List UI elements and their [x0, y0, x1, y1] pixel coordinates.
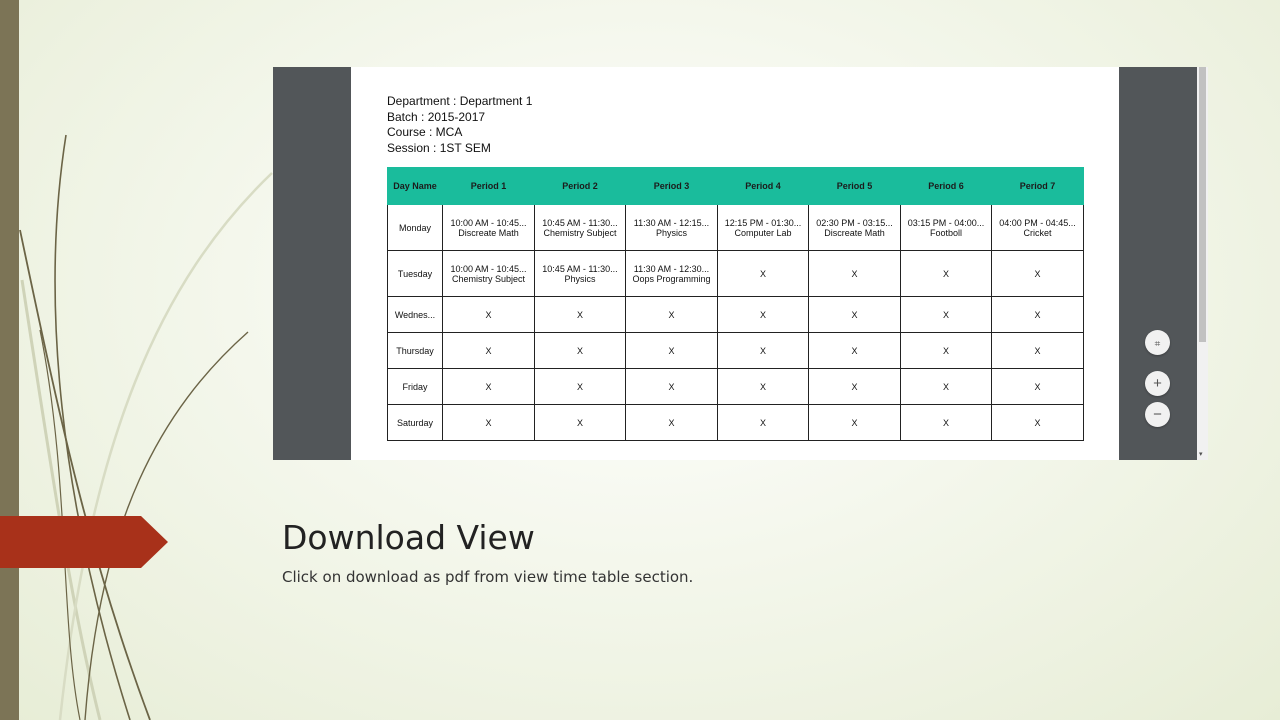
period-cell: X — [809, 405, 901, 441]
period-time: 10:00 AM - 10:45... — [450, 217, 527, 228]
period-cell — [535, 205, 626, 251]
period-cell — [901, 205, 992, 251]
period-cell: X — [626, 333, 718, 369]
meta-course: Course : MCA — [387, 125, 463, 139]
period-time: 10:00 AM - 10:45... — [450, 263, 527, 274]
day-name-cell: Tuesday — [388, 251, 443, 297]
header-period: Period 6 — [901, 168, 992, 205]
period-time: 02:30 PM - 03:15... — [816, 217, 893, 228]
period-cell: X — [535, 297, 626, 333]
period-cell — [443, 205, 535, 251]
header-period: Period 5 — [809, 168, 901, 205]
period-cell: X — [901, 405, 992, 441]
zoom-out-button[interactable] — [1145, 402, 1170, 427]
period-cell: X — [992, 251, 1084, 297]
table-row — [388, 205, 1084, 251]
day-name-cell: Friday — [388, 369, 443, 405]
period-time: 11:30 AM - 12:30... — [633, 263, 710, 274]
pdf-page — [351, 67, 1119, 460]
period-cell: X — [443, 333, 535, 369]
header-day-name: Day Name — [388, 168, 443, 205]
period-cell — [626, 205, 718, 251]
period-cell: X — [535, 369, 626, 405]
table-row — [388, 405, 1084, 441]
period-cell: X — [718, 333, 809, 369]
period-time: 10:45 AM - 11:30... — [542, 263, 618, 274]
plus-icon: + — [1153, 375, 1162, 392]
slide-subtitle: Click on download as pdf from view time table section. — [282, 568, 694, 586]
period-time: 11:30 AM - 12:15... — [633, 217, 710, 228]
scrollbar-thumb[interactable] — [1199, 67, 1206, 342]
period-cell: X — [626, 405, 718, 441]
fit-page-icon: ⌗ — [1154, 339, 1161, 350]
period-cell — [992, 205, 1084, 251]
header-period: Period 1 — [443, 168, 535, 205]
period-cell — [809, 205, 901, 251]
period-cell: X — [443, 405, 535, 441]
vertical-scrollbar[interactable] — [1197, 67, 1208, 460]
period-cell: X — [626, 297, 718, 333]
header-period: Period 2 — [535, 168, 626, 205]
period-cell: X — [718, 369, 809, 405]
table-header-row — [388, 168, 1084, 205]
period-cell: X — [992, 369, 1084, 405]
period-cell: X — [809, 369, 901, 405]
decorative-grass-lines — [0, 0, 300, 720]
period-cell: X — [443, 297, 535, 333]
period-cell — [626, 251, 718, 297]
period-cell: X — [901, 369, 992, 405]
period-subject: Physics — [655, 227, 687, 238]
header-period: Period 7 — [992, 168, 1084, 205]
minus-icon: − — [1153, 406, 1162, 423]
period-subject: Footboll — [929, 227, 963, 238]
period-cell: X — [901, 333, 992, 369]
header-period: Period 4 — [718, 168, 809, 205]
period-cell: X — [535, 333, 626, 369]
period-cell: X — [809, 297, 901, 333]
period-cell: X — [809, 333, 901, 369]
red-arrow-marker — [0, 516, 168, 568]
header-period: Period 3 — [626, 168, 718, 205]
period-time: 12:15 PM - 01:30... — [724, 217, 802, 228]
period-subject: Chemistry Subject — [451, 273, 526, 284]
period-subject: Oops Programming — [632, 273, 711, 284]
table-row — [388, 369, 1084, 405]
zoom-in-button[interactable] — [1145, 371, 1170, 396]
day-name-cell: Wednes... — [388, 297, 443, 333]
period-cell — [443, 251, 535, 297]
timetable-meta — [387, 94, 532, 156]
period-subject: Computer Lab — [734, 227, 792, 238]
fit-page-button[interactable] — [1145, 330, 1170, 355]
scroll-down-arrow-icon[interactable]: ▾ — [1199, 451, 1203, 458]
period-cell — [535, 251, 626, 297]
period-cell: X — [535, 405, 626, 441]
meta-session: Session : 1ST SEM — [387, 140, 491, 155]
period-cell: X — [992, 405, 1084, 441]
period-cell: X — [901, 297, 992, 333]
period-cell — [718, 205, 809, 251]
table-row — [388, 333, 1084, 369]
table-row — [388, 251, 1084, 297]
table-row — [388, 297, 1084, 333]
period-cell: X — [992, 333, 1084, 369]
day-name-cell: Monday — [388, 205, 443, 251]
day-name-cell: Thursday — [388, 333, 443, 369]
period-time: 10:45 AM - 11:30... — [542, 217, 618, 228]
meta-department: Department : Department 1 — [387, 94, 533, 108]
period-cell: X — [626, 369, 718, 405]
period-time: 03:15 PM - 04:00... — [907, 217, 985, 228]
meta-batch: Batch : 2015-2017 — [387, 109, 486, 124]
period-time: 04:00 PM - 04:45... — [999, 217, 1076, 228]
period-subject: Cricket — [1023, 227, 1052, 238]
timetable — [387, 167, 1084, 441]
slide-title: Download View — [282, 518, 535, 557]
pdf-viewer[interactable] — [273, 67, 1208, 460]
period-cell: X — [443, 369, 535, 405]
period-cell: X — [809, 251, 901, 297]
period-subject: Discreate Math — [824, 227, 885, 238]
period-subject: Discreate Math — [458, 227, 519, 238]
period-cell: X — [992, 297, 1084, 333]
period-subject: Chemistry Subject — [543, 227, 617, 238]
period-cell: X — [718, 297, 809, 333]
period-cell: X — [718, 251, 809, 297]
period-cell: X — [718, 405, 809, 441]
period-cell: X — [901, 251, 992, 297]
period-subject: Physics — [564, 273, 596, 284]
day-name-cell: Saturday — [388, 405, 443, 441]
